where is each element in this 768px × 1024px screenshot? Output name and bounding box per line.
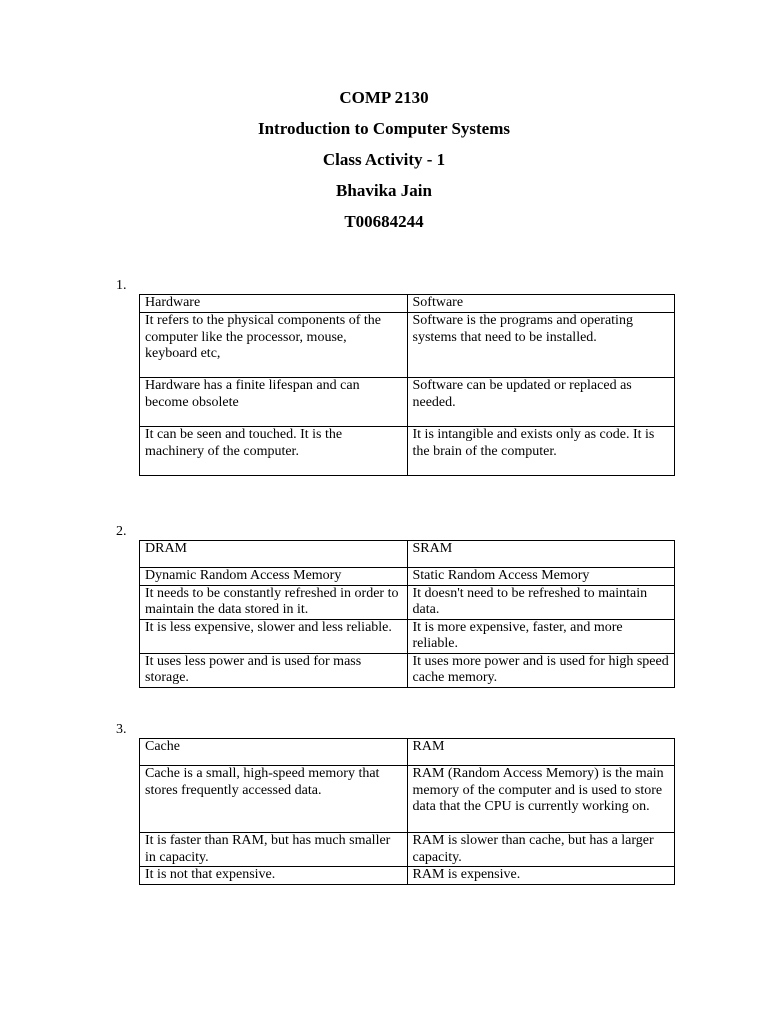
table-cell: It uses more power and is used for high speed cache memory.	[407, 653, 675, 687]
hardware-software-table	[139, 294, 675, 476]
table-row	[140, 653, 675, 687]
question-number-3: 3.	[116, 722, 127, 737]
student-name: Bhavika Jain	[336, 181, 432, 200]
table-cell: It is more expensive, faster, and more reliable.	[407, 619, 675, 653]
table-header-row	[140, 295, 675, 313]
table-cell: RAM is expensive.	[407, 867, 675, 885]
table-cell: RAM is slower than cache, but has a larger capacity.	[407, 833, 675, 867]
table-row	[140, 568, 675, 586]
table-row	[140, 833, 675, 867]
header-cell-hardware: Hardware	[140, 295, 408, 313]
header-cell-dram: DRAM	[140, 541, 408, 568]
activity-title: Class Activity - 1	[322, 150, 446, 169]
table-cell: It uses less power and is used for mass storage.	[140, 653, 408, 687]
table-cell: Cache is a small, high-speed memory that stores frequently accessed data.	[140, 766, 408, 833]
table-cell: It is not that expensive.	[140, 867, 408, 885]
student-id: T00684244	[344, 212, 424, 231]
table-cell: It can be seen and touched. It is the machinery of the computer.	[140, 427, 408, 476]
question-number-2: 2.	[116, 524, 127, 539]
table-cell: Dynamic Random Access Memory	[140, 568, 408, 586]
table-cell: RAM (Random Access Memory) is the main memory of the computer and is used to store data that the CPU is currently working on.	[407, 766, 675, 833]
table-row	[140, 867, 675, 885]
table-cell: Software can be updated or replaced as needed.	[407, 378, 675, 427]
table-row	[140, 378, 675, 427]
table-cell: Static Random Access Memory	[407, 568, 675, 586]
header-cell-ram: RAM	[407, 739, 675, 766]
table-cell: It needs to be constantly refreshed in order to maintain the data stored in it.	[140, 585, 408, 619]
table-cell: It doesn't need to be refreshed to maintain data.	[407, 585, 675, 619]
header-cell-cache: Cache	[140, 739, 408, 766]
table-header-row	[140, 541, 675, 568]
course-title: Introduction to Computer Systems	[257, 119, 511, 138]
header-cell-sram: SRAM	[407, 541, 675, 568]
table-cell: Hardware has a finite lifespan and can become obsolete	[140, 378, 408, 427]
cache-ram-table	[139, 738, 675, 885]
table-row	[140, 427, 675, 476]
table-cell: It is faster than RAM, but has much smaller in capacity.	[140, 833, 408, 867]
table-row	[140, 585, 675, 619]
table-row	[140, 619, 675, 653]
question-number-1: 1.	[116, 278, 127, 293]
course-code: COMP 2130	[339, 88, 429, 107]
dram-sram-table	[139, 540, 675, 688]
table-row	[140, 313, 675, 378]
table-cell: It is intangible and exists only as code. It is the brain of the computer.	[407, 427, 675, 476]
table-header-row	[140, 739, 675, 766]
table-row	[140, 766, 675, 833]
table-cell: Software is the programs and operating systems that need to be installed.	[407, 313, 675, 378]
table-cell: It is less expensive, slower and less reliable.	[140, 619, 408, 653]
table-cell: It refers to the physical components of the computer like the processor, mouse, keyboard etc,	[140, 313, 408, 378]
header-cell-software: Software	[407, 295, 675, 313]
